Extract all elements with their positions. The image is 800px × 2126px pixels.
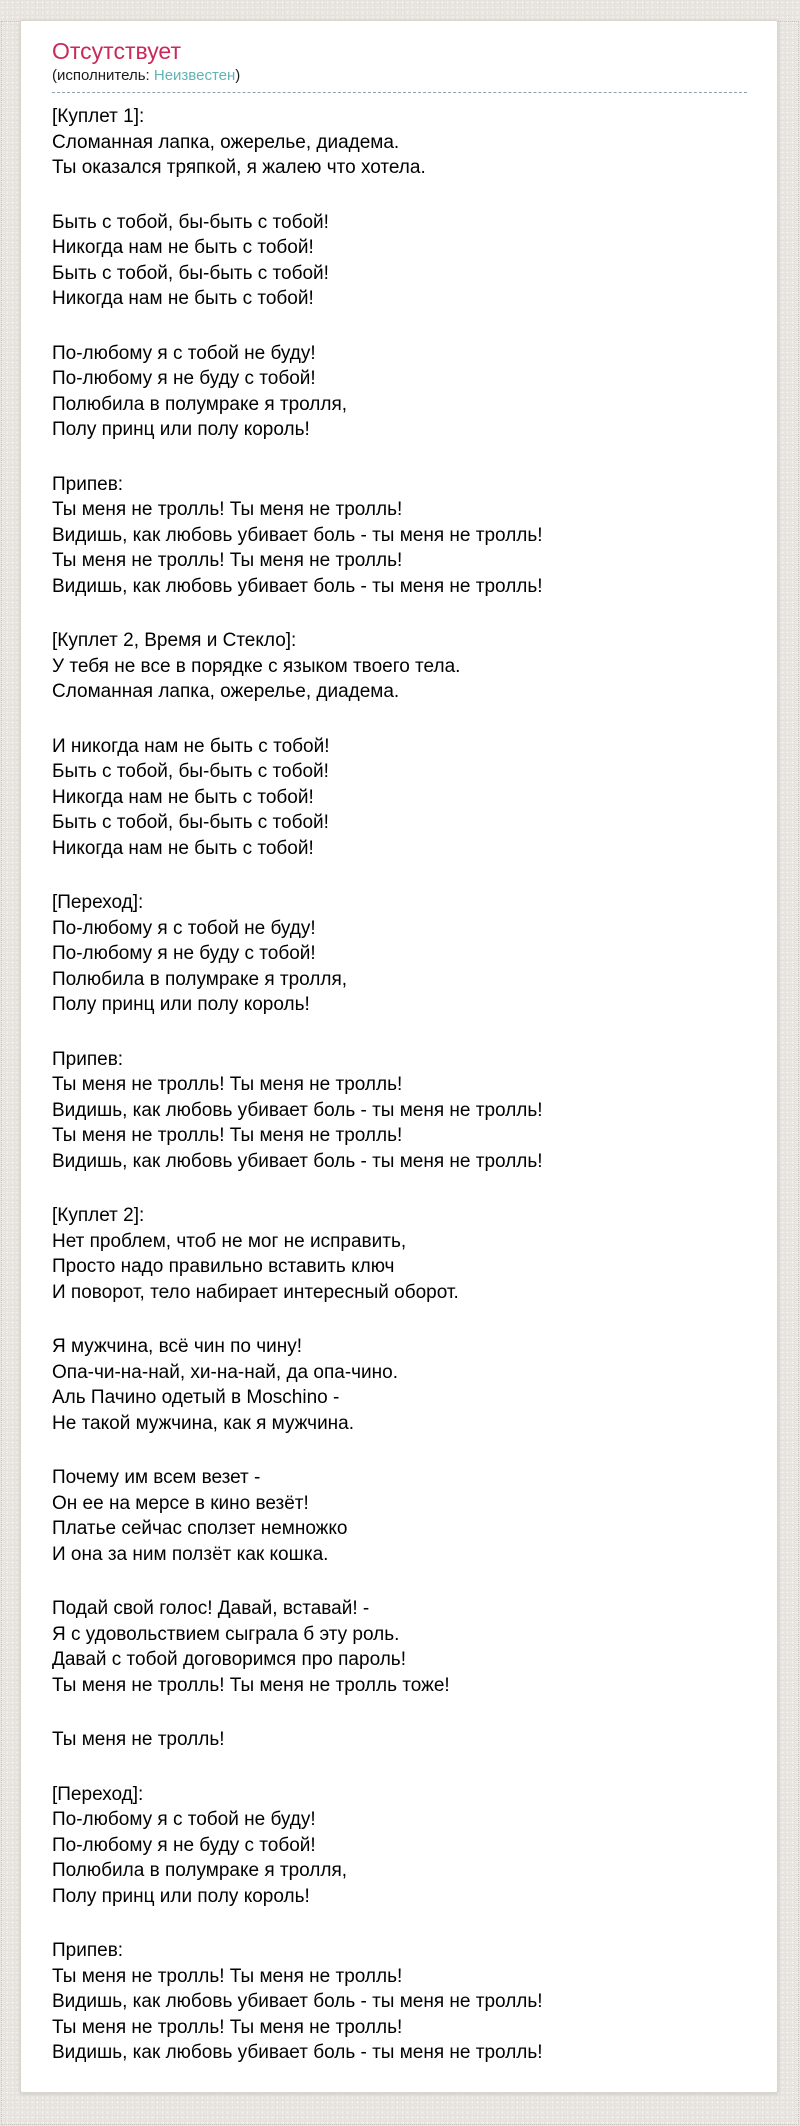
lyrics-paragraph [52, 341, 747, 443]
lyrics-line: И никогда нам не быть с тобой! [52, 735, 330, 757]
lyrics-line: [Куплет 1]: [52, 106, 145, 127]
lyrics-paragraph [52, 1727, 747, 1753]
lyrics-line: Он ее на мерсе в кино везёт! [52, 1492, 309, 1514]
artist-link[interactable]: Неизвестен [153, 67, 236, 84]
lyrics-paragraph [52, 1203, 747, 1305]
lyrics-paragraph [52, 104, 747, 181]
lyrics-paragraph [52, 472, 747, 600]
lyrics-card [20, 20, 778, 2093]
lyrics-paragraph [52, 890, 747, 1018]
lyrics-line: Припев: [52, 1940, 124, 1961]
lyrics-paragraph [52, 734, 747, 862]
lyrics-paragraph [52, 1334, 747, 1436]
lyrics-line: По-любому я с тобой не буду! [52, 342, 316, 364]
lyrics-line: Никогда нам не быть с тобой! [52, 237, 314, 258]
lyrics-line: Сломанная лапка, ожерелье, диадема. [52, 131, 400, 153]
lyrics-line: И поворот, тело набирает интересный оборот. [52, 1281, 459, 1303]
lyrics-line: Аль Пачино одетый в Moschino - [52, 1387, 340, 1408]
artist-label-prefix: (исполнитель: [52, 67, 154, 84]
lyrics-line: Быть с тобой, бы-быть с тобой! [52, 812, 329, 833]
lyrics-line: [Куплет 2, Время и Стекло]: [52, 630, 297, 651]
lyrics-line: Полюбила в полумраке я тролля, [52, 1860, 348, 1881]
lyrics-line: Видишь, как любовь убивает боль - ты меня не тролль! [52, 1150, 543, 1172]
song-title: Отсутствует [52, 38, 181, 64]
lyrics-line: По-любому я не буду с тобой! [52, 1834, 316, 1856]
lyrics-line: Припев: [52, 1048, 124, 1070]
lyrics-text [52, 104, 747, 2066]
lyrics-line: Платье сейчас сползет немножко [52, 1518, 348, 1539]
page-background [0, 20, 800, 2126]
lyrics-line: Никогда нам не быть с тобой! [52, 786, 314, 808]
lyrics-line: Никогда нам не быть с тобой! [52, 288, 314, 309]
lyrics-line: Я с удовольствием сыграла б эту роль. [52, 1623, 400, 1645]
lyrics-line: Полюбила в полумраке я тролля, [52, 968, 348, 990]
artist-label-suffix: ) [235, 67, 241, 84]
lyrics-line: Я мужчина, всё чин по чину! [52, 1336, 303, 1357]
lyrics-line: По-любому я не буду с тобой! [52, 943, 316, 964]
lyrics-line: Почему им всем везет - [52, 1467, 261, 1488]
lyrics-line: Видишь, как любовь убивает боль - ты меня не тролль! [52, 1099, 543, 1121]
lyrics-line: Давай с тобой договоримся про пароль! [52, 1649, 406, 1670]
lyrics-line: Не такой мужчина, как я мужчина. [52, 1412, 355, 1434]
lyrics-line: Ты оказался тряпкой, я жалею что хотела. [52, 157, 426, 178]
lyrics-line: Полу принц или полу король! [52, 1885, 310, 1907]
lyrics-line: И она за ним ползёт как кошка. [52, 1543, 329, 1565]
lyrics-line: Быть с тобой, бы-быть с тобой! [52, 262, 329, 284]
lyrics-line: Полюбила в полумраке я тролля, [52, 393, 348, 415]
lyrics-line: Видишь, как любовь убивает боль - ты меня не тролль! [52, 524, 543, 546]
artist-line [52, 67, 747, 85]
lyrics-line: Ты меня не тролль! Ты меня не тролль! [52, 550, 403, 571]
lyrics-paragraph [52, 1465, 747, 1567]
lyrics-line: Видишь, как любовь убивает боль - ты меня не тролль! [52, 2042, 543, 2063]
lyrics-line: [Куплет 2]: [52, 1205, 145, 1226]
lyrics-line: Видишь, как любовь убивает боль - ты меня не тролль! [52, 575, 543, 597]
lyrics-line: Подай свой голос! Давай, вставай! - [52, 1598, 370, 1619]
lyrics-line: Быть с тобой, бы-быть с тобой! [52, 211, 329, 233]
lyrics-line: Просто надо правильно вставить ключ [52, 1256, 395, 1277]
lyrics-paragraph [52, 1782, 747, 1910]
lyrics-line: [Переход]: [52, 892, 144, 913]
lyrics-line: Ты меня не тролль! [52, 1729, 225, 1750]
lyrics-line: Никогда нам не быть с тобой! [52, 837, 314, 859]
lyrics-line: Нет проблем, чтоб не мог не исправить, [52, 1230, 407, 1252]
lyrics-line: По-любому я не буду с тобой! [52, 368, 316, 389]
lyrics-line: Полу принц или полу король! [52, 994, 310, 1015]
lyrics-line: Сломанная лапка, ожерелье, диадема. [52, 681, 400, 702]
lyrics-line: [Переход]: [52, 1783, 144, 1805]
lyrics-line: У тебя не все в порядке с языком твоего тела. [52, 655, 461, 677]
lyrics-line: По-любому я с тобой не буду! [52, 1809, 316, 1830]
lyrics-line: Опа-чи-на-най, хи-на-най, да опа-чино. [52, 1361, 399, 1383]
lyrics-paragraph [52, 628, 747, 705]
lyrics-line: Ты меня не тролль! Ты меня не тролль! [52, 1965, 403, 1987]
lyrics-line: Припев: [52, 473, 124, 495]
song-header [52, 38, 747, 93]
lyrics-line: Ты меня не тролль! Ты меня не тролль тоже! [52, 1674, 450, 1696]
lyrics-line: Видишь, как любовь убивает боль - ты меня не тролль! [52, 1991, 543, 2012]
lyrics-paragraph [52, 210, 747, 312]
lyrics-paragraph [52, 1047, 747, 1175]
lyrics-line: Ты меня не тролль! Ты меня не тролль! [52, 1074, 403, 1095]
lyrics-line: Ты меня не тролль! Ты меня не тролль! [52, 1125, 403, 1146]
lyrics-line: Ты меня не тролль! Ты меня не тролль! [52, 2016, 403, 2038]
lyrics-paragraph [52, 1596, 747, 1698]
lyrics-line: По-любому я с тобой не буду! [52, 917, 316, 939]
lyrics-line: Полу принц или полу король! [52, 419, 310, 440]
lyrics-line: Ты меня не тролль! Ты меня не тролль! [52, 499, 403, 520]
lyrics-paragraph [52, 1938, 747, 2066]
lyrics-line: Быть с тобой, бы-быть с тобой! [52, 761, 329, 782]
